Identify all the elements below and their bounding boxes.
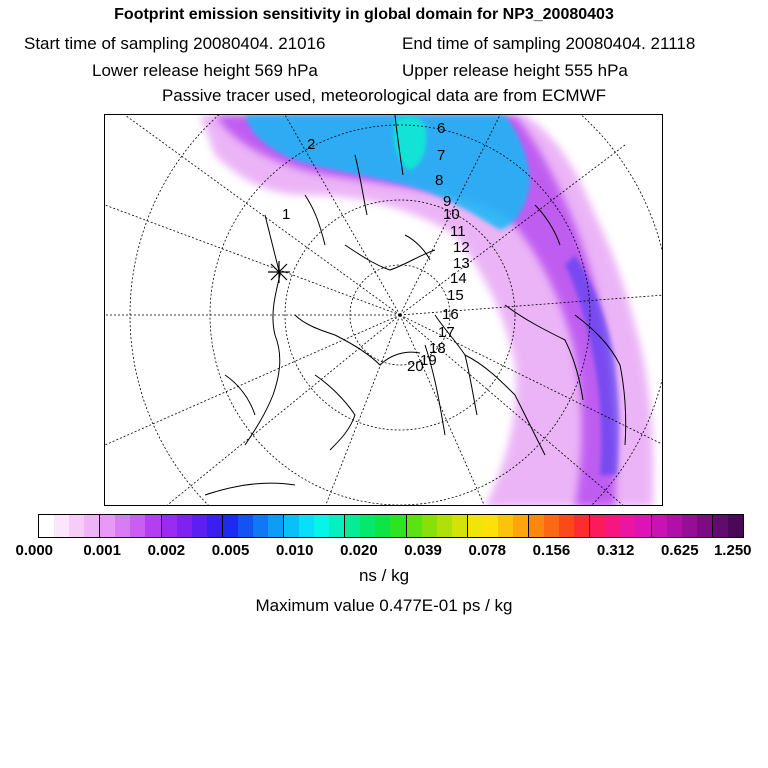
colorbar-segment [375,515,390,537]
trajectory-label: 1 [282,206,291,223]
trajectory-label: 2 [307,136,316,153]
map-canvas [105,115,663,506]
trajectory-label: 7 [437,147,446,164]
colorbar-segment [39,515,54,537]
trajectory-label: 16 [442,306,459,323]
colorbar-segment [544,515,559,537]
colorbar-segment [667,515,682,537]
trajectory-label: 11 [450,223,466,240]
trajectory-label: 9 [443,193,452,210]
colorbar-segment [284,515,299,537]
colorbar-segment [314,515,329,537]
colorbar-segment [728,515,743,537]
colorbar-segment [574,515,590,537]
trajectory-label: 8 [435,172,444,189]
colorbar-segment [697,515,713,537]
colorbar-segment [268,515,284,537]
colorbar-segment [635,515,651,537]
colorbar-tick-label: 0.156 [532,542,571,559]
colorbar-segment [468,515,483,537]
colorbar [38,514,744,538]
colorbar-segment [590,515,605,537]
colorbar-tick-label: 0.020 [340,542,378,559]
colorbar-segment [329,515,345,537]
footprint-map [104,114,663,506]
map-title: Footprint emission sensitivity in global domain for NP3_20080403 [114,6,614,23]
colorbar-segment [177,515,192,537]
colorbar-segment [360,515,375,537]
colorbar-segment [145,515,161,537]
end-time-label: End time of sampling 20080404. 21118 [402,34,696,53]
colorbar-segment [407,515,422,537]
colorbar-tick-label: 1.250 [713,542,752,559]
trajectory-label: 18 [429,340,446,357]
lower-release-height-label: Lower release height 569 hPa [92,61,318,80]
colorbar-segment [100,515,115,537]
trajectory-label: 14 [450,270,467,287]
colorbar-tick-label: 0.039 [404,542,442,559]
colorbar-segment [115,515,130,537]
trajectory-label: 10 [443,206,460,223]
colorbar-segment [207,515,223,537]
colorbar-tick-label: 0.312 [596,542,635,559]
colorbar-segment [223,515,238,537]
colorbar-segment [605,515,620,537]
colorbar-tick-label: 0.000 [15,542,54,559]
colorbar-segment [513,515,529,537]
maximum-value-label: Maximum value 0.477E-01 ps / kg [255,596,513,615]
colorbar-segment [713,515,728,537]
sensitivity-field [200,115,653,506]
colorbar-segment [483,515,498,537]
colorbar-segment [390,515,406,537]
colorbar-segment [498,515,513,537]
trajectory-label: 13 [453,255,470,272]
trajectory-label: 17 [438,324,455,341]
colorbar-tick-label: 0.001 [83,542,121,559]
asterisk-release-marker-icon [268,261,290,283]
tracer-info-label: Passive tracer used, meteorological data are from ECMWF [161,86,607,105]
colorbar-segment [54,515,69,537]
colorbar-segment [452,515,468,537]
colorbar-segment [253,515,268,537]
colorbar-segment [422,515,437,537]
start-time-label: Start time of sampling 20080404. 21016 [24,34,326,53]
colorbar-segment [652,515,667,537]
colorbar-tick-label: 0.625 [661,542,699,559]
colorbar-tick-label: 0.078 [468,542,507,559]
colorbar-segment [130,515,145,537]
trajectory-label: 15 [447,287,464,304]
colorbar-segment [69,515,84,537]
colorbar-segment [620,515,635,537]
colorbar-segment [682,515,697,537]
colorbar-tick-label: 0.010 [275,542,314,559]
colorbar-tick-label: 0.002 [147,542,186,559]
colorbar-segment [345,515,360,537]
trajectory-label: 20 [407,358,424,375]
colorbar-segment [162,515,177,537]
trajectory-label: 19 [420,352,437,369]
colorbar-segment [192,515,207,537]
colorbar-segment [559,515,574,537]
trajectory-label: 12 [453,239,470,256]
colorbar-segment [84,515,100,537]
upper-release-height-label: Upper release height 555 hPa [402,61,628,80]
colorbar-tick-label: 0.005 [211,542,250,559]
colorbar-segment [437,515,452,537]
colorbar-segment [529,515,544,537]
trajectory-label: 6 [437,120,446,137]
colorbar-segment [299,515,314,537]
colorbar-segment [238,515,253,537]
colorbar-units-label: ns / kg [358,566,410,585]
